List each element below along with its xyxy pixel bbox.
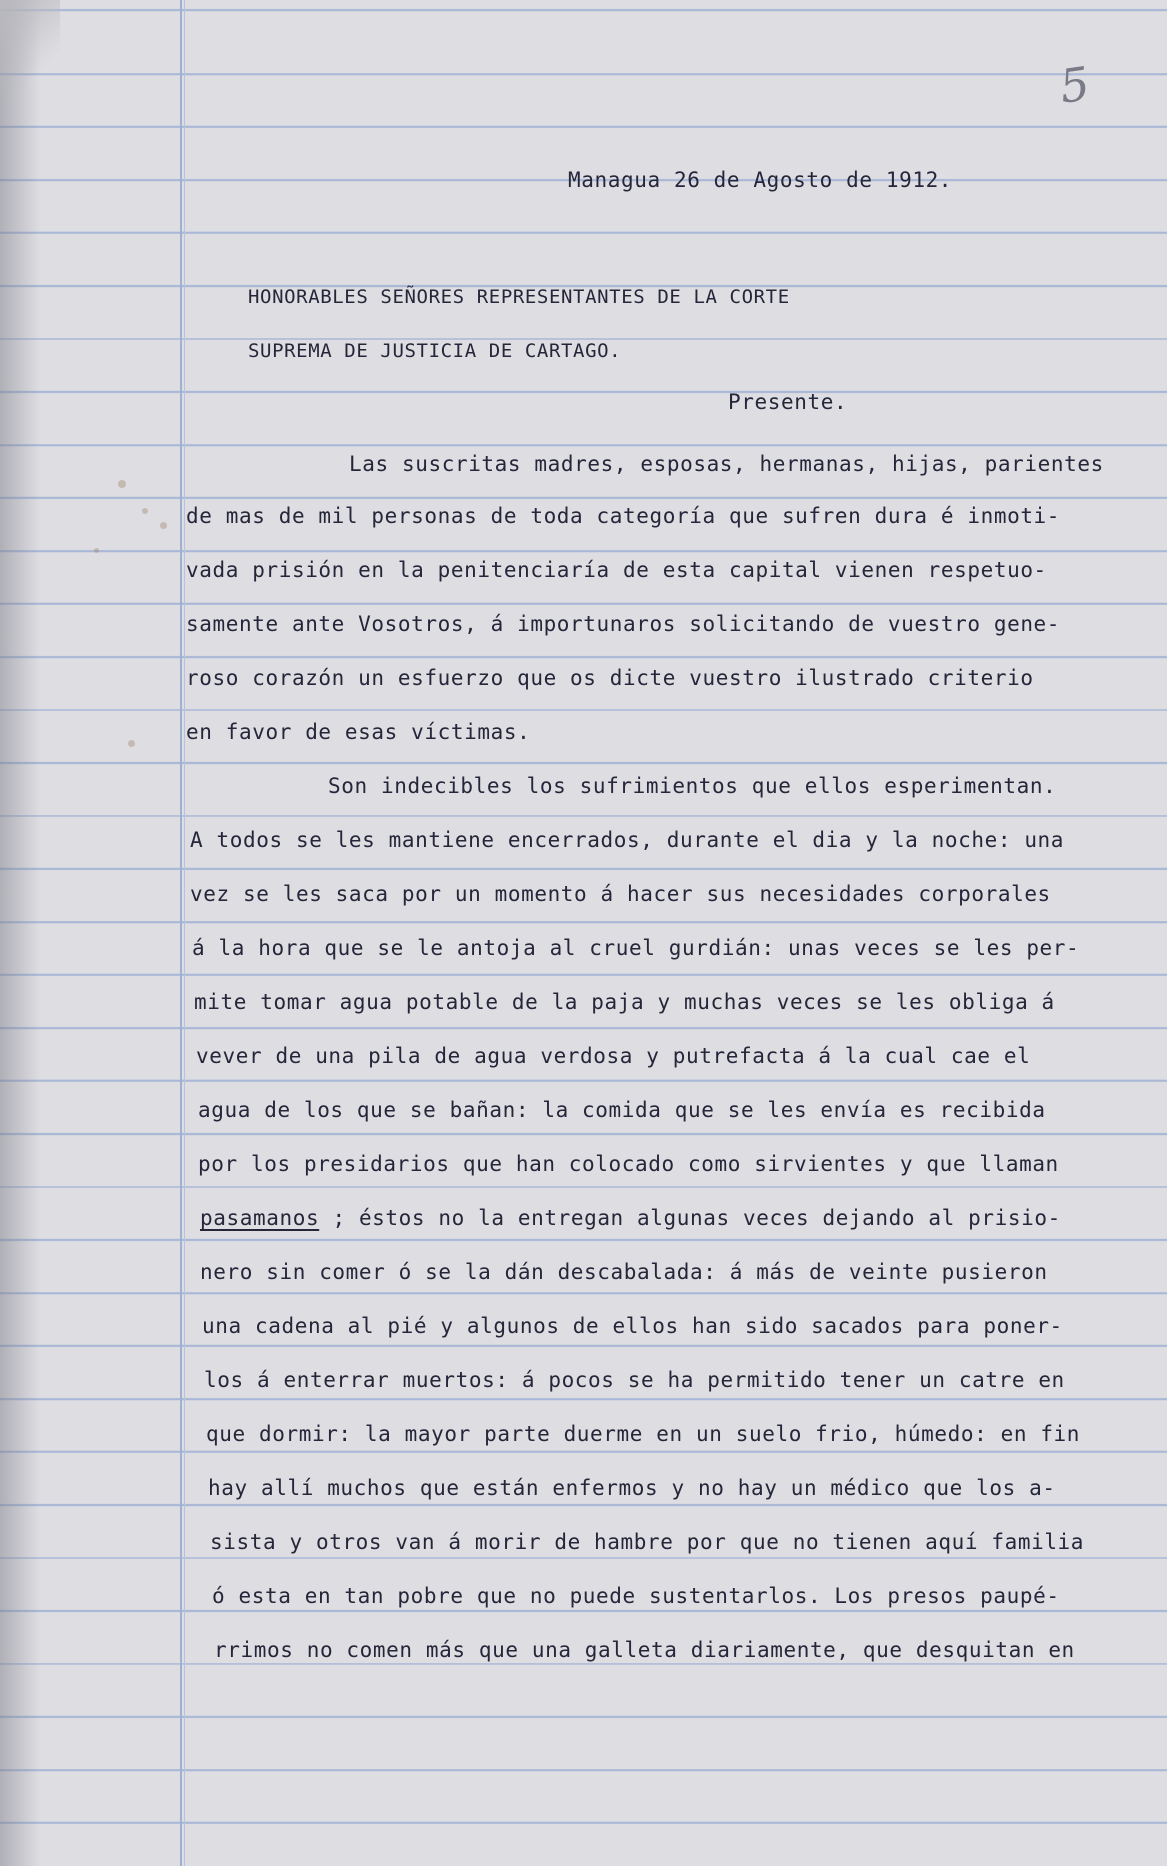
body-line: por los presidarios que han colocado como sirvientes y que llaman [198, 1152, 1059, 1176]
ink-stain [118, 480, 126, 488]
body-line: de mas de mil personas de toda categoría que sufren dura é inmoti- [186, 504, 1061, 528]
body-line: una cadena al pié y algunos de ellos han sido sacados para poner- [202, 1314, 1063, 1338]
body-line-rest: ; éstos no la entregan algunas veces dejando al prisio- [332, 1206, 1061, 1230]
body-line: vez se les saca por un momento á hacer sus necesidades corporales [190, 882, 1051, 906]
body-line: Las suscritas madres, esposas, hermanas, hijas, parientes [349, 452, 1104, 476]
body-line: Son indecibles los sufrimientos que ellos esperimentan. [328, 774, 1057, 798]
body-line: que dormir: la mayor parte duerme en un suelo frio, húmedo: en fin [206, 1422, 1081, 1446]
body-line: á la hora que se le antoja al cruel gurdián: unas veces se les per- [192, 936, 1080, 960]
body-line: mite tomar agua potable de la paja y muchas veces se les obliga á [194, 990, 1055, 1014]
margin-rule-inner [184, 0, 185, 1866]
body-line: A todos se les mantiene encerrados, durante el dia y la noche: una [190, 828, 1065, 852]
body-line: samente ante Vosotros, á importunaros solicitando de vuestro gene- [186, 612, 1061, 636]
date-line: Managua 26 de Agosto de 1912. [568, 168, 953, 192]
body-line: ó esta en tan pobre que no puede sustentarlos. Los presos paupé- [212, 1584, 1060, 1608]
margin-rule [180, 0, 182, 1866]
body-line: en favor de esas víctimas. [186, 720, 531, 744]
ink-stain [128, 740, 135, 747]
handwritten-page-number: 5 [1056, 56, 1093, 114]
body-line: roso corazón un esfuerzo que os dicte vuestro ilustrado criterio [186, 666, 1034, 690]
ink-stain [94, 548, 99, 553]
body-line: vever de una pila de agua verdosa y putrefacta á la cual cae el [196, 1044, 1031, 1068]
body-line: agua de los que se bañan: la comida que se les envía es recibida [198, 1098, 1046, 1122]
page-corner-fold [0, 0, 60, 100]
salutation: Presente. [728, 390, 848, 414]
addressee-line-1: HONORABLES SEÑORES REPRESENTANTES DE LA CORTE [248, 286, 790, 308]
body-line: vada prisión en la penitenciaría de esta capital vienen respetuo- [186, 558, 1047, 582]
body-line: sista y otros van á morir de hambre por que no tienen aquí familia [210, 1530, 1085, 1554]
body-line: los á enterrar muertos: á pocos se ha permitido tener un catre en [204, 1368, 1065, 1392]
page-edge-shadow [0, 0, 40, 1866]
addressee-line-2: SUPREMA DE JUSTICIA DE CARTAGO. [248, 340, 622, 362]
ink-stain [160, 522, 167, 529]
underlined-word: pasamanos [200, 1206, 320, 1230]
body-line: rrimos no comen más que una galleta diariamente, que desquitan en [214, 1638, 1075, 1662]
body-line: hay allí muchos que están enfermos y no hay un médico que los a- [208, 1476, 1056, 1500]
ink-stain [142, 508, 148, 514]
body-line: nero sin comer ó se la dán descabalada: á más de veinte pusieron [200, 1260, 1048, 1284]
body-line-with-underline [200, 1206, 1061, 1230]
